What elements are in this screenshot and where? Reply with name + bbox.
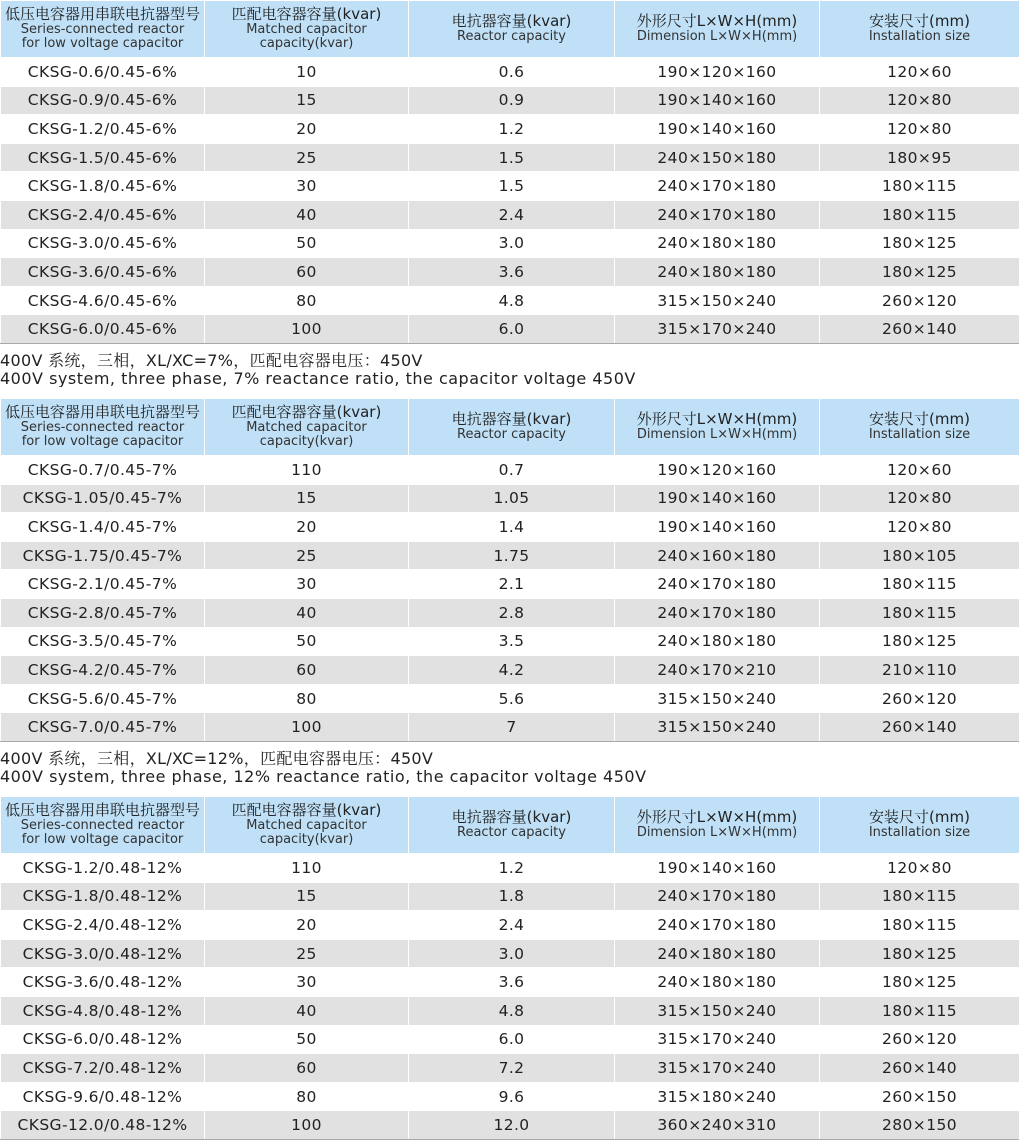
table-row: [1, 58, 1019, 87]
cell-dimension: 240×150×180: [615, 143, 820, 172]
cell-installation-size: 180×115: [820, 882, 1019, 911]
cell-model: CKSG-3.0/0.45-6%: [1, 229, 205, 258]
col-header-dimension: 外形尺寸L×W×H(mm) Dimension L×W×H(mm): [615, 399, 820, 456]
cell-installation-size: 260×120: [820, 684, 1019, 713]
cell-matched-capacity: 15: [205, 882, 409, 911]
cell-reactor-capacity: 0.9: [409, 86, 615, 115]
table-row: [1, 570, 1019, 599]
col-header-reactor-capacity: 电抗器容量(kvar) Reactor capacity: [409, 399, 615, 456]
col-header-installation-size: 安装尺寸(mm) Installation size: [820, 399, 1019, 456]
cell-reactor-capacity: 3.5: [409, 627, 615, 656]
cell-matched-capacity: 60: [205, 656, 409, 685]
cell-matched-capacity: 80: [205, 1082, 409, 1111]
cell-matched-capacity: 25: [205, 541, 409, 570]
cell-dimension: 240×180×180: [615, 258, 820, 287]
cell-installation-size: 280×150: [820, 1111, 1019, 1140]
cell-installation-size: 120×80: [820, 484, 1019, 513]
cell-reactor-capacity: 4.8: [409, 286, 615, 315]
col-header-reactor-capacity: 电抗器容量(kvar) Reactor capacity: [409, 797, 615, 854]
table-row: [1, 513, 1019, 542]
table-row: [1, 854, 1019, 883]
cell-reactor-capacity: 1.4: [409, 513, 615, 542]
cell-reactor-capacity: 2.1: [409, 570, 615, 599]
cell-model: CKSG-1.8/0.48-12%: [1, 882, 205, 911]
cell-matched-capacity: 40: [205, 598, 409, 627]
table-row: [1, 968, 1019, 997]
section-title-en: 400V system, three phase, 7% reactance ratio, the capacitor voltage 450V: [0, 370, 1019, 388]
cell-model: CKSG-2.1/0.45-7%: [1, 570, 205, 599]
cell-model: CKSG-1.5/0.45-6%: [1, 143, 205, 172]
cell-reactor-capacity: 9.6: [409, 1082, 615, 1111]
cell-reactor-capacity: 2.4: [409, 200, 615, 229]
cell-reactor-capacity: 1.5: [409, 143, 615, 172]
cell-dimension: 240×180×180: [615, 229, 820, 258]
cell-reactor-capacity: 6.0: [409, 315, 615, 344]
cell-model: CKSG-6.0/0.45-6%: [1, 315, 205, 344]
cell-model: CKSG-4.8/0.48-12%: [1, 996, 205, 1025]
cell-dimension: 240×170×180: [615, 200, 820, 229]
cell-reactor-capacity: 0.6: [409, 58, 615, 87]
cell-matched-capacity: 15: [205, 86, 409, 115]
cell-matched-capacity: 100: [205, 1111, 409, 1140]
cell-model: CKSG-6.0/0.48-12%: [1, 1025, 205, 1054]
cell-installation-size: 180×125: [820, 627, 1019, 656]
cell-installation-size: 180×115: [820, 911, 1019, 940]
cell-matched-capacity: 50: [205, 627, 409, 656]
cell-dimension: 240×170×180: [615, 570, 820, 599]
reactor-spec-table-6pct: [0, 0, 1019, 344]
cell-model: CKSG-12.0/0.48-12%: [1, 1111, 205, 1140]
cell-matched-capacity: 60: [205, 1054, 409, 1083]
cell-matched-capacity: 80: [205, 684, 409, 713]
cell-model: CKSG-3.6/0.45-6%: [1, 258, 205, 287]
cell-installation-size: 180×125: [820, 258, 1019, 287]
table-row: [1, 627, 1019, 656]
cell-dimension: 240×170×180: [615, 911, 820, 940]
cell-matched-capacity: 20: [205, 513, 409, 542]
cell-installation-size: 120×60: [820, 456, 1019, 485]
col-header-matched-capacity: 匹配电容器容量(kvar) Matched capacitor capacity(kvar): [205, 797, 409, 854]
table-row: [1, 456, 1019, 485]
cell-dimension: 315×150×240: [615, 996, 820, 1025]
cell-matched-capacity: 20: [205, 115, 409, 144]
cell-dimension: 240×170×210: [615, 656, 820, 685]
col-header-dimension: 外形尺寸L×W×H(mm) Dimension L×W×H(mm): [615, 797, 820, 854]
col-header-matched-capacity: 匹配电容器容量(kvar) Matched capacitor capacity(kvar): [205, 1, 409, 58]
cell-reactor-capacity: 7: [409, 713, 615, 742]
cell-dimension: 240×170×180: [615, 172, 820, 201]
cell-reactor-capacity: 3.0: [409, 229, 615, 258]
cell-installation-size: 180×115: [820, 200, 1019, 229]
col-header-installation-size: 安装尺寸(mm) Installation size: [820, 797, 1019, 854]
cell-reactor-capacity: 4.8: [409, 996, 615, 1025]
cell-reactor-capacity: 1.2: [409, 854, 615, 883]
cell-dimension: 240×160×180: [615, 541, 820, 570]
cell-installation-size: 210×110: [820, 656, 1019, 685]
table-header-row: [1, 1, 1019, 58]
cell-matched-capacity: 100: [205, 713, 409, 742]
cell-model: CKSG-0.6/0.45-6%: [1, 58, 205, 87]
cell-model: CKSG-1.75/0.45-7%: [1, 541, 205, 570]
cell-dimension: 190×140×160: [615, 854, 820, 883]
table-header-row: [1, 797, 1019, 854]
cell-model: CKSG-0.9/0.45-6%: [1, 86, 205, 115]
cell-model: CKSG-3.0/0.48-12%: [1, 939, 205, 968]
cell-reactor-capacity: 2.8: [409, 598, 615, 627]
cell-reactor-capacity: 1.75: [409, 541, 615, 570]
cell-dimension: 315×170×240: [615, 315, 820, 344]
cell-matched-capacity: 10: [205, 58, 409, 87]
cell-reactor-capacity: 3.6: [409, 258, 615, 287]
cell-installation-size: 260×140: [820, 315, 1019, 344]
table-row: [1, 684, 1019, 713]
table-row: [1, 996, 1019, 1025]
table-row: [1, 315, 1019, 344]
cell-installation-size: 180×115: [820, 570, 1019, 599]
table-row: [1, 86, 1019, 115]
cell-reactor-capacity: 12.0: [409, 1111, 615, 1140]
cell-installation-size: 260×140: [820, 1054, 1019, 1083]
cell-model: CKSG-3.5/0.45-7%: [1, 627, 205, 656]
table-row: [1, 598, 1019, 627]
cell-dimension: 190×140×160: [615, 484, 820, 513]
section-title-7pct: [0, 352, 1019, 387]
table-row: [1, 939, 1019, 968]
col-header-matched-capacity: 匹配电容器容量(kvar) Matched capacitor capacity(kvar): [205, 399, 409, 456]
cell-dimension: 240×170×180: [615, 598, 820, 627]
cell-model: CKSG-4.6/0.45-6%: [1, 286, 205, 315]
section-title-zh: 400V 系统，三相，XL/XC=12%，匹配电容器电压：450V: [0, 750, 1019, 768]
cell-reactor-capacity: 7.2: [409, 1054, 615, 1083]
cell-reactor-capacity: 3.0: [409, 939, 615, 968]
cell-matched-capacity: 30: [205, 172, 409, 201]
cell-matched-capacity: 15: [205, 484, 409, 513]
cell-model: CKSG-1.2/0.48-12%: [1, 854, 205, 883]
cell-installation-size: 180×95: [820, 143, 1019, 172]
cell-reactor-capacity: 4.2: [409, 656, 615, 685]
cell-matched-capacity: 30: [205, 968, 409, 997]
cell-installation-size: 180×115: [820, 598, 1019, 627]
cell-dimension: 190×140×160: [615, 115, 820, 144]
cell-dimension: 315×150×240: [615, 286, 820, 315]
table-row: [1, 541, 1019, 570]
cell-reactor-capacity: 1.2: [409, 115, 615, 144]
cell-matched-capacity: 25: [205, 143, 409, 172]
cell-dimension: 190×120×160: [615, 58, 820, 87]
table-row: [1, 1025, 1019, 1054]
cell-reactor-capacity: 5.6: [409, 684, 615, 713]
cell-dimension: 240×180×180: [615, 939, 820, 968]
cell-installation-size: 120×80: [820, 86, 1019, 115]
cell-matched-capacity: 100: [205, 315, 409, 344]
col-header-dimension: 外形尺寸L×W×H(mm) Dimension L×W×H(mm): [615, 1, 820, 58]
cell-model: CKSG-2.8/0.45-7%: [1, 598, 205, 627]
cell-reactor-capacity: 0.7: [409, 456, 615, 485]
col-header-model: 低压电容器用串联电抗器型号 Series-connected reactor for low voltage capacitor: [1, 797, 205, 854]
reactor-spec-table-12pct: [0, 796, 1019, 1140]
table-row: [1, 1082, 1019, 1111]
cell-dimension: 240×180×180: [615, 627, 820, 656]
cell-reactor-capacity: 1.05: [409, 484, 615, 513]
cell-dimension: 315×180×240: [615, 1082, 820, 1111]
cell-matched-capacity: 110: [205, 456, 409, 485]
table-row: [1, 286, 1019, 315]
cell-installation-size: 180×125: [820, 968, 1019, 997]
table-row: [1, 1054, 1019, 1083]
cell-model: CKSG-2.4/0.48-12%: [1, 911, 205, 940]
col-header-reactor-capacity: 电抗器容量(kvar) Reactor capacity: [409, 1, 615, 58]
section-title-zh: 400V 系统，三相，XL/XC=7%，匹配电容器电压：450V: [0, 352, 1019, 370]
cell-model: CKSG-4.2/0.45-7%: [1, 656, 205, 685]
cell-installation-size: 260×120: [820, 1025, 1019, 1054]
table-header-row: [1, 399, 1019, 456]
cell-model: CKSG-2.4/0.45-6%: [1, 200, 205, 229]
cell-model: CKSG-9.6/0.48-12%: [1, 1082, 205, 1111]
cell-model: CKSG-1.8/0.45-6%: [1, 172, 205, 201]
cell-installation-size: 180×115: [820, 172, 1019, 201]
reactor-spec-table-7pct: [0, 398, 1019, 742]
table-row: [1, 258, 1019, 287]
cell-installation-size: 260×150: [820, 1082, 1019, 1111]
cell-model: CKSG-1.05/0.45-7%: [1, 484, 205, 513]
cell-model: CKSG-1.2/0.45-6%: [1, 115, 205, 144]
cell-dimension: 190×140×160: [615, 86, 820, 115]
col-header-installation-size: 安装尺寸(mm) Installation size: [820, 1, 1019, 58]
cell-installation-size: 180×125: [820, 229, 1019, 258]
table-row: [1, 656, 1019, 685]
cell-installation-size: 180×115: [820, 996, 1019, 1025]
cell-model: CKSG-7.2/0.48-12%: [1, 1054, 205, 1083]
cell-installation-size: 120×60: [820, 58, 1019, 87]
table-row: [1, 115, 1019, 144]
cell-model: CKSG-7.0/0.45-7%: [1, 713, 205, 742]
cell-installation-size: 260×140: [820, 713, 1019, 742]
section-title-en: 400V system, three phase, 12% reactance ratio, the capacitor voltage 450V: [0, 768, 1019, 786]
cell-reactor-capacity: 1.8: [409, 882, 615, 911]
cell-model: CKSG-1.4/0.45-7%: [1, 513, 205, 542]
cell-dimension: 315×170×240: [615, 1025, 820, 1054]
table-row: [1, 229, 1019, 258]
cell-matched-capacity: 50: [205, 229, 409, 258]
table-row: [1, 200, 1019, 229]
cell-reactor-capacity: 2.4: [409, 911, 615, 940]
col-header-model: 低压电容器用串联电抗器型号 Series-connected reactor for low voltage capacitor: [1, 1, 205, 58]
cell-matched-capacity: 110: [205, 854, 409, 883]
table-row: [1, 911, 1019, 940]
cell-matched-capacity: 50: [205, 1025, 409, 1054]
cell-matched-capacity: 60: [205, 258, 409, 287]
table-row: [1, 484, 1019, 513]
cell-reactor-capacity: 1.5: [409, 172, 615, 201]
cell-dimension: 190×120×160: [615, 456, 820, 485]
cell-installation-size: 120×80: [820, 513, 1019, 542]
cell-model: CKSG-0.7/0.45-7%: [1, 456, 205, 485]
cell-installation-size: 120×80: [820, 115, 1019, 144]
cell-dimension: 190×140×160: [615, 513, 820, 542]
cell-matched-capacity: 40: [205, 996, 409, 1025]
section-title-12pct: [0, 750, 1019, 785]
table-row: [1, 882, 1019, 911]
cell-matched-capacity: 30: [205, 570, 409, 599]
cell-installation-size: 260×120: [820, 286, 1019, 315]
cell-dimension: 315×150×240: [615, 713, 820, 742]
table-row: [1, 713, 1019, 742]
cell-installation-size: 120×80: [820, 854, 1019, 883]
table-row: [1, 1111, 1019, 1140]
cell-installation-size: 180×125: [820, 939, 1019, 968]
cell-reactor-capacity: 6.0: [409, 1025, 615, 1054]
cell-dimension: 240×170×180: [615, 882, 820, 911]
cell-dimension: 315×170×240: [615, 1054, 820, 1083]
cell-matched-capacity: 80: [205, 286, 409, 315]
cell-dimension: 240×180×180: [615, 968, 820, 997]
table-row: [1, 143, 1019, 172]
cell-reactor-capacity: 3.6: [409, 968, 615, 997]
cell-model: CKSG-3.6/0.48-12%: [1, 968, 205, 997]
cell-dimension: 315×150×240: [615, 684, 820, 713]
cell-installation-size: 180×105: [820, 541, 1019, 570]
cell-matched-capacity: 25: [205, 939, 409, 968]
col-header-model: 低压电容器用串联电抗器型号 Series-connected reactor for low voltage capacitor: [1, 399, 205, 456]
table-row: [1, 172, 1019, 201]
cell-model: CKSG-5.6/0.45-7%: [1, 684, 205, 713]
cell-dimension: 360×240×310: [615, 1111, 820, 1140]
cell-matched-capacity: 40: [205, 200, 409, 229]
cell-matched-capacity: 20: [205, 911, 409, 940]
